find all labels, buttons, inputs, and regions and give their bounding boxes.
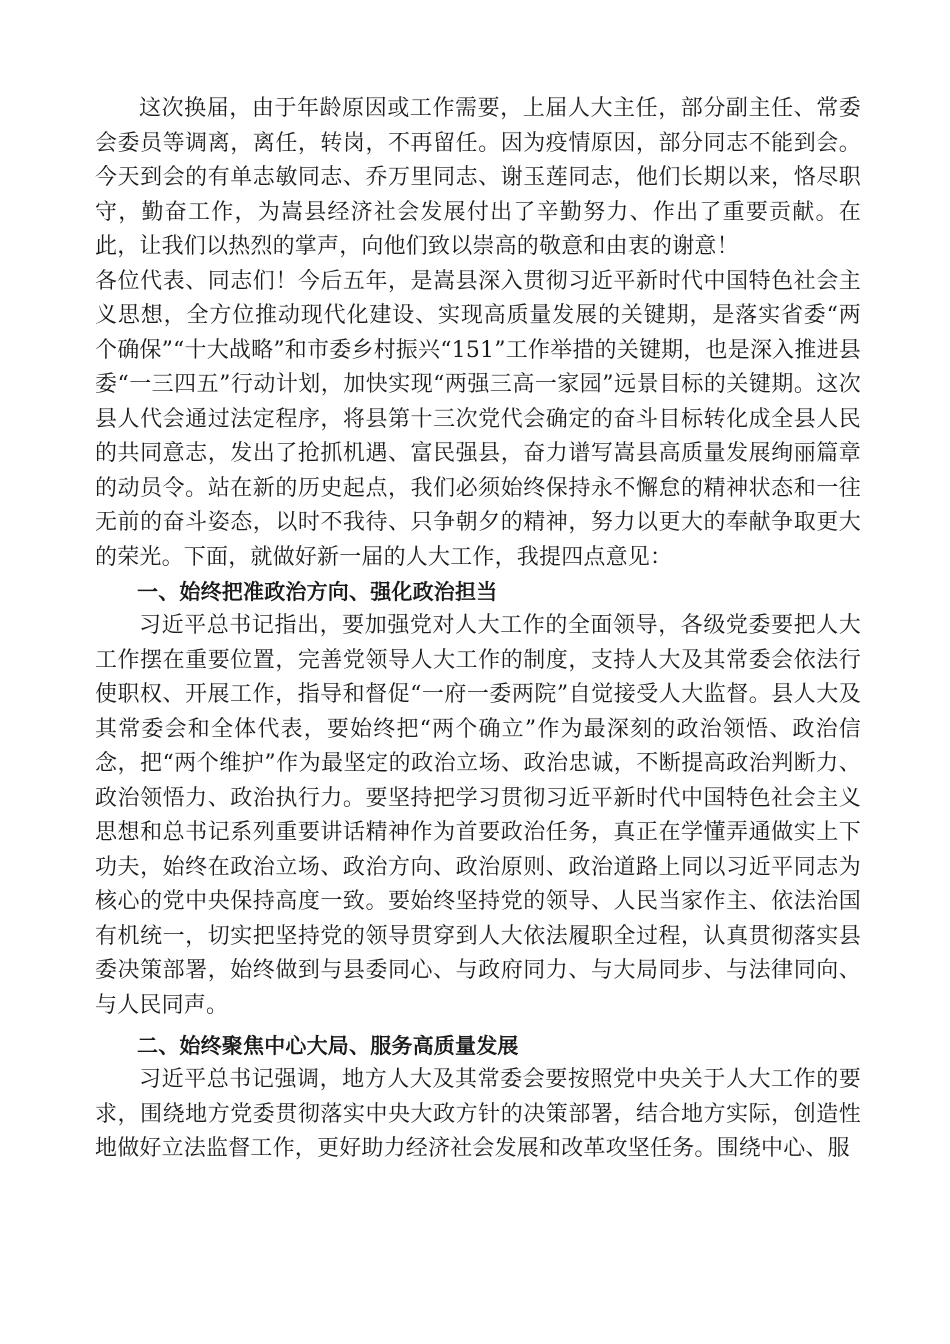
- paragraph-farewell: 这次换届，由于年龄原因或工作需要，上届人大主任，部分副主任、常委会委员等调离，离任，转岗，不再留任。因为疫情原因，部分同志不能到会。今天到会的有单志敏同志、乔万里同志、谢玉莲同志，他们长期以来，恪尽职守，勤奋工作，为嵩县经济社会发展付出了辛勤努力、作出了重要贡献。在此，让我们以热烈的掌声，向他们致以崇高的敬意和由衷的谢意！: [95, 96, 861, 259]
- paragraph-five-years: 各位代表、同志们！今后五年，是嵩县深入贯彻习近平新时代中国特色社会主义思想，全方位推动现代化建设、实现高质量发展的关键期，是落实省委“两个确保”“十大战略”和市委乡村振兴“151”工作举措的关键期，也是深入推进县委“一三四五”行动计划，加快实现“两强三高一家园”远景目标的关键期。这次县人代会通过法定程序，将县第十三次党代会确定的奋斗目标转化成全县人民的共同意志，发出了抢抓机遇、富民强县，奋力谱写嵩县高质量发展绚丽篇章的动员令。站在新的历史起点，我们必须始终保持永不懈怠的精神状态和一往无前的奋斗姿态，以时不我待、只争朝夕的精神，努力以更大的奉献争取更大的荣光。下面，就做好新一届的人大工作，我提四点意见：: [95, 268, 861, 570]
- section-heading-central-tasks: 二、始终聚焦中心大局、服务高质量发展: [137, 1034, 519, 1058]
- paragraph-political-direction: 习近平总书记指出，要加强党对人大工作的全面领导，各级党委要把人大工作摆在重要位置，完善党领导人大工作的制度，支持人大及其常委会依法行使职权、开展工作，指导和督促“一府一委两院”自觉接受人大监督。县人大及其常委会和全体代表，要始终把“两个确立”作为最深刻的政治领悟、政治信念，把“两个维护”作为最坚定的政治立场、政治忠诚，不断提高政治判断力、政治领悟力、政治执行力。要坚持把学习贯彻习近平新时代中国特色社会主义思想和总书记系列重要讲话精神作为首要政治任务，真正在学懂弄通做实上下功夫，始终在政治立场、政治方向、政治原则、政治道路上同以习近平同志为核心的党中央保持高度一致。要始终坚持党的领导、人民当家作主、依法治国有机统一，切实把坚持党的领导贯穿到人大依法履职全过程，认真贯彻落实县委决策部署，始终做到与县委同心、与政府同力、与大局同步、与法律同向、与人民同声。: [95, 613, 861, 1018]
- paragraph-central-tasks: 习近平总书记强调，地方人大及其常委会要按照党中央关于人大工作的要求，围绕地方党委贯彻落实中央大政方针的决策部署，结合地方实际，创造性地做好立法监督工作，更好助力经济社会发展和改革攻坚任务。围绕中心、服: [95, 1067, 861, 1161]
- section-heading-political-direction: 一、始终把准政治方向、强化政治担当: [137, 580, 498, 604]
- document-page: [95, 92, 861, 1167]
